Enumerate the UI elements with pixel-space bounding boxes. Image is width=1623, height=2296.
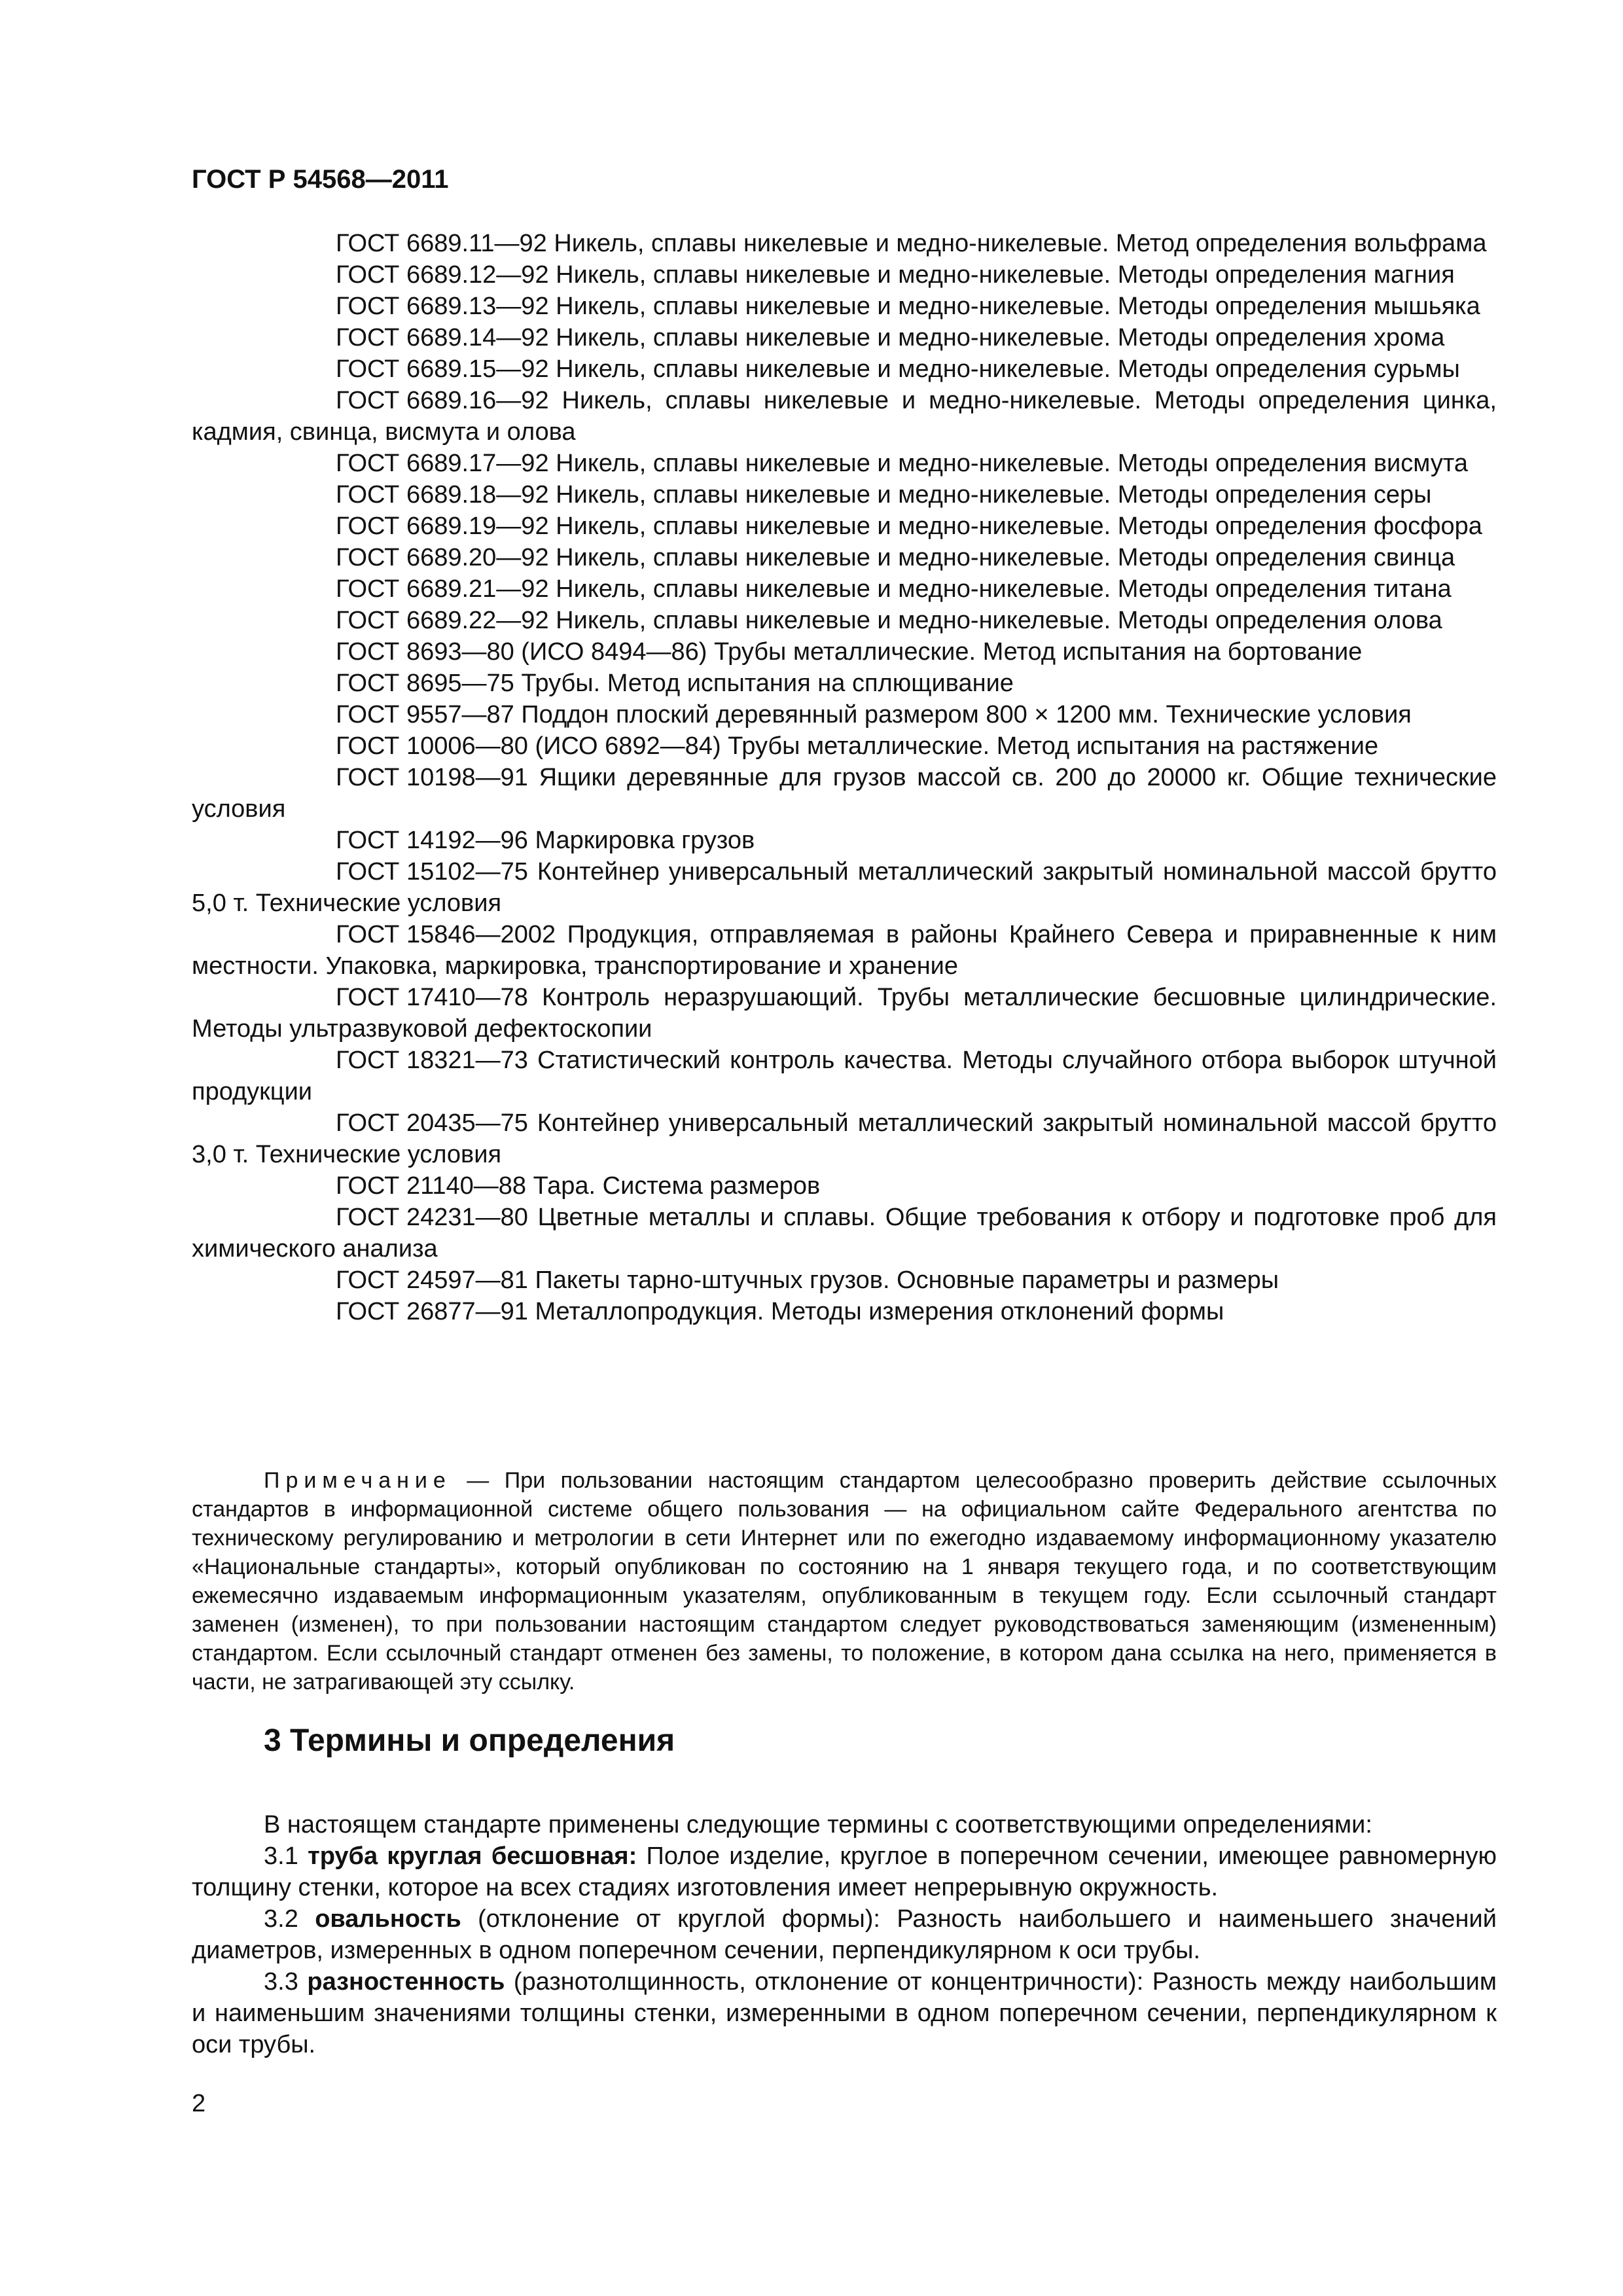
reference-title: Никель, сплавы никелевые и медно-никелевые. Методы определения хрома <box>556 324 1445 351</box>
reference-title: Трубы металлические. Метод испытания на растяжение <box>728 732 1379 760</box>
reference-code: ГОСТ 6689.14—92 <box>336 324 549 351</box>
reference-item <box>192 668 1497 699</box>
term-text: Полое изделие, круглое в поперечном сечении, имеющее равномерную толщину стенки, которое на всех стадиях изготовления имеет непрерывную окружность. <box>192 1842 1497 1901</box>
reference-item <box>192 856 1497 919</box>
term-text: (отклонение от круглой формы): Разность наибольшего и наименьшего значений диаметров, измеренных в одном поперечном сечении, перпендикулярном к оси трубы. <box>192 1905 1497 1964</box>
reference-item <box>192 1296 1497 1327</box>
reference-code: ГОСТ 6689.12—92 <box>336 261 549 289</box>
reference-code: ГОСТ 10006—80 (ИСО 6892—84) <box>336 732 721 760</box>
normative-references-list <box>192 228 1497 1327</box>
reference-title: Никель, сплавы никелевые и медно-никелевые. Методы определения свинца <box>556 544 1455 571</box>
reference-item <box>192 511 1497 542</box>
reference-title: Металлопродукция. Методы измерения отклонений формы <box>535 1298 1224 1325</box>
reference-item <box>192 291 1497 322</box>
section-title: 3 Термины и определения <box>264 1723 675 1758</box>
reference-code: ГОСТ 10198—91 <box>336 764 528 791</box>
reference-title: Никель, сплавы никелевые и медно-никелевые. Методы определения серы <box>556 481 1432 509</box>
reference-code: ГОСТ 8693—80 (ИСО 8494—86) <box>336 638 707 666</box>
reference-code: ГОСТ 24597—81 <box>336 1266 528 1294</box>
reference-title: Никель, сплавы никелевые и медно-никелевые. Методы определения висмута <box>556 450 1468 477</box>
reference-title: Ящики деревянные для грузов массой св. 200 до 20000 кг. Общие технические условия <box>192 764 1497 823</box>
reference-code: ГОСТ 18321—73 <box>336 1047 528 1074</box>
reference-code: ГОСТ 6689.13—92 <box>336 293 549 320</box>
reference-title: Поддон плоский деревянный размером 800 × 1200 мм. Технические условия <box>521 701 1412 728</box>
reference-code: ГОСТ 8695—75 <box>336 670 514 697</box>
reference-code: ГОСТ 15102—75 <box>336 858 528 886</box>
reference-item <box>192 605 1497 636</box>
reference-item <box>192 1045 1497 1107</box>
term-name: разностенность <box>307 1968 505 1996</box>
term-definition <box>192 1840 1497 1903</box>
reference-title: Никель, сплавы никелевые и медно-никелевые. Методы определения сурьмы <box>556 355 1460 383</box>
reference-title: Пакеты тарно-штучных грузов. Основные параметры и размеры <box>535 1266 1279 1294</box>
reference-code: ГОСТ 6689.22—92 <box>336 607 549 634</box>
term-definition <box>192 1903 1497 1966</box>
note-text: — При пользовании настоящим стандартом целесообразно проверить действие ссылочных стандартов в информационной системе общего пользования — на официальном сайте Федерального агентства по техническому регулированию и метрологии в сети Интернет или по ежегодно издаваемому информационному указателю «Национальные стандарты», который опубликован по состоянию на 1 января текущего года, и по соответствующим ежемесячно издаваемым информационным указателям, опубликованным в текущем году. Если ссылочный стандарт заменен (изменен), то при пользовании настоящим стандартом следует руководствоваться заменяющим (измененным) стандартом. Если ссылочный стандарт отменен без замены, то положение, в котором дана ссылка на него, применяется в части, не затрагивающей эту ссылку. <box>192 1468 1497 1695</box>
reference-title: Статистический контроль качества. Методы случайного отбора выборок штучной продукции <box>192 1047 1497 1105</box>
reference-item <box>192 919 1497 982</box>
term-name: труба круглая бесшовная: <box>308 1842 637 1870</box>
reference-item <box>192 730 1497 762</box>
reference-item <box>192 385 1497 448</box>
reference-item <box>192 448 1497 479</box>
reference-title: Маркировка грузов <box>535 827 755 854</box>
reference-item <box>192 699 1497 730</box>
reference-title: Никель, сплавы никелевые и медно-никелевые. Методы определения олова <box>556 607 1442 634</box>
reference-title: Трубы металлические. Метод испытания на бортование <box>714 638 1363 666</box>
reference-item <box>192 825 1497 856</box>
reference-item <box>192 1265 1497 1296</box>
reference-code: ГОСТ 6689.18—92 <box>336 481 549 509</box>
reference-title: Никель, сплавы никелевые и медно-никелевые. Метод определения вольфрама <box>554 230 1487 257</box>
term-name: овальность <box>315 1905 461 1933</box>
reference-code: ГОСТ 24231—80 <box>336 1204 528 1231</box>
term-number: 3.1 <box>264 1842 298 1870</box>
terms-intro: В настоящем стандарте применены следующие термины с соответствующими определениями: <box>264 1811 1372 1839</box>
reference-title: Контроль неразрушающий. Трубы металлические бесшовные цилиндрические. Методы ультразвуковой дефектоскопии <box>192 984 1497 1043</box>
reference-item <box>192 1202 1497 1265</box>
reference-item <box>192 1170 1497 1202</box>
reference-title: Цветные металлы и сплавы. Общие требования к отбору и подготовке проб для химического анализа <box>192 1204 1497 1263</box>
reference-code: ГОСТ 17410—78 <box>336 984 528 1011</box>
reference-item <box>192 353 1497 385</box>
reference-title: Контейнер универсальный металлический закрытый номинальной массой брутто 3,0 т. Технические условия <box>192 1109 1497 1168</box>
reference-item <box>192 982 1497 1045</box>
reference-item <box>192 542 1497 573</box>
reference-code: ГОСТ 6689.11—92 <box>336 230 547 257</box>
term-definition <box>192 1966 1497 2060</box>
reference-title: Никель, сплавы никелевые и медно-никелевые. Методы определения фосфора <box>556 512 1482 540</box>
reference-code: ГОСТ 6689.15—92 <box>336 355 549 383</box>
reference-title: Никель, сплавы никелевые и медно-никелевые. Методы определения мышьяка <box>556 293 1480 320</box>
reference-code: ГОСТ 6689.16—92 <box>336 387 549 414</box>
reference-code: ГОСТ 20435—75 <box>336 1109 528 1137</box>
note-paragraph <box>192 1466 1497 1696</box>
reference-item <box>192 322 1497 353</box>
reference-code: ГОСТ 14192—96 <box>336 827 528 854</box>
note-label: Примечание <box>264 1468 452 1493</box>
reference-title: Продукция, отправляемая в районы Крайнего Севера и приравненные к ним местности. Упаковка, маркировка, транспортирование и хранение <box>192 921 1497 980</box>
reference-title: Трубы. Метод испытания на сплющивание <box>521 670 1014 697</box>
reference-item <box>192 573 1497 605</box>
term-text: (разнотолщинность, отклонение от концентричности): Разность между наибольшим и наименьшим значениями толщины стенки, измеренными в одном поперечном сечении, перпендикулярном к оси трубы. <box>192 1968 1497 2058</box>
reference-item <box>192 636 1497 668</box>
reference-code: ГОСТ 6689.19—92 <box>336 512 549 540</box>
reference-item <box>192 762 1497 825</box>
reference-title: Никель, сплавы никелевые и медно-никелевые. Методы определения титана <box>556 575 1452 603</box>
term-number: 3.3 <box>264 1968 298 1996</box>
reference-code: ГОСТ 6689.21—92 <box>336 575 549 603</box>
terms-section <box>192 1809 1497 2060</box>
reference-item <box>192 1107 1497 1170</box>
reference-code: ГОСТ 6689.17—92 <box>336 450 549 477</box>
page-number: 2 <box>192 2090 206 2117</box>
reference-item <box>192 228 1497 259</box>
reference-code: ГОСТ 26877—91 <box>336 1298 528 1325</box>
reference-code: ГОСТ 9557—87 <box>336 701 514 728</box>
reference-item <box>192 259 1497 291</box>
term-number: 3.2 <box>264 1905 298 1933</box>
reference-code: ГОСТ 6689.20—92 <box>336 544 549 571</box>
reference-title: Никель, сплавы никелевые и медно-никелевые. Методы определения цинка, кадмия, свинца, висмута и олова <box>192 387 1497 446</box>
document-header: ГОСТ Р 54568—2011 <box>192 165 449 194</box>
reference-title: Никель, сплавы никелевые и медно-никелевые. Методы определения магния <box>556 261 1455 289</box>
reference-title: Тара. Система размеров <box>533 1172 821 1200</box>
reference-code: ГОСТ 15846—2002 <box>336 921 556 948</box>
reference-item <box>192 479 1497 511</box>
reference-title: Контейнер универсальный металлический закрытый номинальной массой брутто 5,0 т. Технические условия <box>192 858 1497 917</box>
reference-code: ГОСТ 21140—88 <box>336 1172 527 1200</box>
